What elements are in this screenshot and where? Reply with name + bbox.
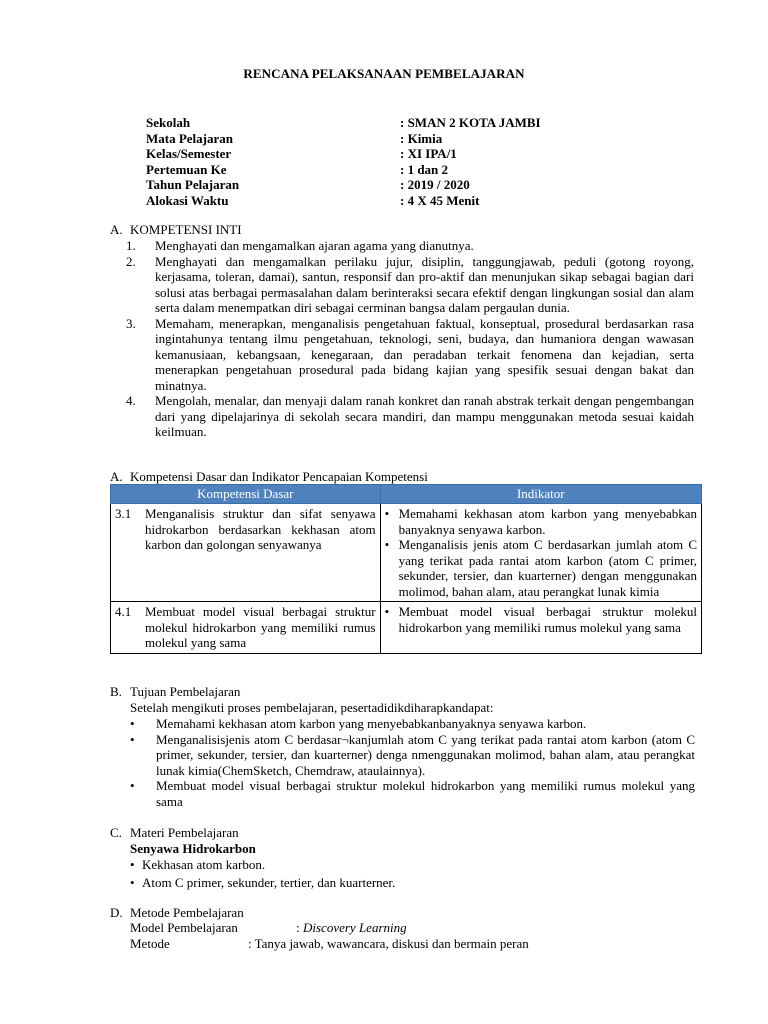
- item-number: 1.: [126, 238, 136, 253]
- tujuan-intro: Setelah mengikuti proses pembelajaran, pesertadidikdiharapkandapat:: [130, 700, 494, 715]
- list-item: [126, 393, 694, 440]
- ki-list: [126, 238, 694, 440]
- info-row-school: [146, 115, 666, 131]
- indicator-text: Memahami kekhasan atom karbon yang menyebabkan banyaknya senyawa karbon.: [398, 506, 697, 537]
- indicator-item: [385, 604, 697, 635]
- section-title: Materi Pembelajaran: [130, 825, 239, 840]
- kd-cell: [111, 602, 381, 654]
- section-letter: B.: [110, 684, 122, 699]
- section-letter: D.: [110, 905, 123, 920]
- info-value: : Kimia: [400, 130, 443, 146]
- table-row: [111, 504, 702, 602]
- section-title: Kompetensi Dasar dan Indikator Pencapaian Kompetensi: [130, 469, 428, 484]
- list-item: [126, 316, 694, 394]
- list-item: [130, 732, 695, 779]
- section-title: Metode Pembelajaran: [130, 905, 244, 920]
- bullet-icon: •: [384, 506, 390, 521]
- model-value: Discovery Learning: [303, 920, 407, 935]
- bullet-icon: •: [130, 731, 135, 747]
- table-header-row: [111, 485, 702, 504]
- kd-number: 3.1: [115, 506, 132, 521]
- info-value: : 1 dan 2: [400, 161, 449, 177]
- info-label: Alokasi Waktu: [146, 192, 229, 208]
- indicator-text: Membuat model visual berbagai struktur molekul hidrokarbon yang memiliki rumus molekul yang sama: [398, 604, 697, 635]
- model-separator: :: [296, 920, 300, 935]
- item-text: Menghayati dan mengamalkan ajaran agama yang dianutnya.: [155, 238, 474, 253]
- section-title: KOMPETENSI INTI: [130, 222, 242, 237]
- document-title: RENCANA PELAKSANAAN PEMBELAJARAN: [243, 66, 525, 81]
- indicator-cell: [380, 504, 701, 602]
- tujuan-list: [130, 716, 695, 809]
- item-text: Atom C primer, sekunder, tertier, dan kuarterner.: [142, 874, 396, 890]
- item-number: 4.: [126, 393, 136, 408]
- kd-table: [110, 484, 702, 654]
- item-text: Memaham, menerapkan, menganalisis pengetahuan faktual, konseptual, prosedural berdasarkan rasa ingintahunya tentang ilmu pengetahuan, teknologi, seni, budaya, dan humaniora dengan wawasan kemanusiaan, kebangsaan, kenegaraan, dan peradaban terkait fenomena dan kejadian, serta menerapkan pengetahuan prosedural pada bidang kajian yang spesifik sesuai dengan bakat dan minatnya.: [155, 315, 694, 393]
- table-row: [111, 602, 702, 654]
- bullet-icon: •: [130, 874, 135, 890]
- item-number: 2.: [126, 253, 136, 269]
- info-row-time: [146, 193, 666, 209]
- info-label: Kelas/Semester: [146, 146, 232, 161]
- list-item: [126, 254, 694, 316]
- materi-list: [130, 857, 395, 890]
- item-text: Menghayati dan mengamalkan perilaku jujur, disiplin, tanggungjawab, peduli (gotong royong, kerjasama, toleran, damai), santun, responsif dan pro-aktif dan menunjukan sikap sebagai bagian dari solusi atas berbagai permasalahan dalam berinteraksi secara efektif dengan lingkungan sosial dan alam serta dalam menempatkan diri sebagai cerminan bangsa dalam pergaulan dunia.: [155, 253, 694, 315]
- indicator-item: [385, 537, 697, 599]
- info-value: : 2019 / 2020: [400, 177, 470, 192]
- indicator-item: [385, 506, 697, 537]
- bullet-icon: •: [130, 857, 135, 872]
- item-text: Menganalisisjenis atom C berdasar¬kanjumlah atom C yang terikat pada rantai atom karbon (atom C primer, sekunder, tersier, dan kuarterner) denga nmenggunakan molimod, bahan alam, atau perangkat lunak kimia(ChemSketch, Chemdraw, ataulainnya).: [156, 731, 695, 778]
- kd-text: Membuat model visual berbagai struktur molekul hidrokarbon yang memiliki rumus molekul yang sama: [145, 604, 376, 650]
- list-item: [130, 857, 395, 873]
- section-title: Tujuan Pembelajaran: [130, 684, 241, 699]
- column-header-indicator: Indikator: [380, 485, 701, 504]
- info-value: : SMAN 2 KOTA JAMBI: [400, 115, 541, 130]
- section-letter: C.: [110, 825, 122, 840]
- list-item: [126, 238, 694, 254]
- list-item: [130, 875, 395, 891]
- list-item: [130, 716, 695, 732]
- info-row-meeting: [146, 162, 666, 178]
- bullet-icon: •: [384, 604, 390, 619]
- materi-subtitle: Senyawa Hidrokarbon: [130, 841, 256, 856]
- indicator-cell: [380, 602, 701, 654]
- kd-number: 4.1: [115, 604, 132, 619]
- column-header-kd: Kompetensi Dasar: [111, 485, 381, 504]
- bullet-icon: •: [130, 716, 135, 731]
- info-label: Mata Pelajaran: [146, 130, 234, 146]
- kd-cell: [111, 504, 381, 602]
- model-label: Model Pembelajaran: [130, 920, 238, 935]
- identity-block: [146, 115, 666, 208]
- kd-text: Menganalisis struktur dan sifat senyawa hidrokarbon berdasarkan kekhasan atom karbon dan golongan senyawanya: [145, 506, 376, 552]
- bullet-icon: •: [130, 778, 135, 793]
- info-label: Sekolah: [146, 115, 191, 130]
- info-row-class: [146, 146, 666, 162]
- item-text: Membuat model visual berbagai struktur molekul hidrokarbon yang memiliki rumus molekul yang sama: [156, 778, 695, 809]
- info-label: Pertemuan Ke: [146, 161, 227, 177]
- indicator-text: Menganalisis jenis atom C berdasarkan jumlah atom C yang terikat pada rantai atom karbon (atom C primer, sekunder, tersier, dan kuarterner) dengan menggunakan molimod, bahan alam, atau perangkat lunak kimia: [398, 537, 697, 599]
- metode-value: : Tanya jawab, wawancara, diskusi dan bermain peran: [248, 936, 529, 951]
- list-item: [130, 778, 695, 809]
- item-text: Kekhasan atom karbon.: [142, 857, 266, 872]
- item-text: Memahami kekhasan atom karbon yang menyebabkanbanyaknya senyawa karbon.: [156, 716, 587, 731]
- item-number: 3.: [126, 315, 136, 331]
- section-letter: A.: [110, 469, 123, 484]
- item-text: Mengolah, menalar, dan menyaji dalam ranah konkret dan ranah abstrak terkait dengan pengembangan dari yang dipelajarinya di sekolah secara mandiri, dan mampu menggunakan metoda sesuai kaidah keilmuan.: [155, 393, 694, 439]
- bullet-icon: •: [384, 537, 390, 552]
- section-letter: A.: [110, 222, 123, 237]
- info-value: : 4 X 45 Menit: [400, 192, 480, 208]
- info-label: Tahun Pelajaran: [146, 177, 240, 192]
- info-row-year: [146, 177, 666, 193]
- metode-label: Metode: [130, 936, 170, 951]
- info-value: : XI IPA/1: [400, 146, 457, 161]
- info-row-subject: [146, 131, 666, 147]
